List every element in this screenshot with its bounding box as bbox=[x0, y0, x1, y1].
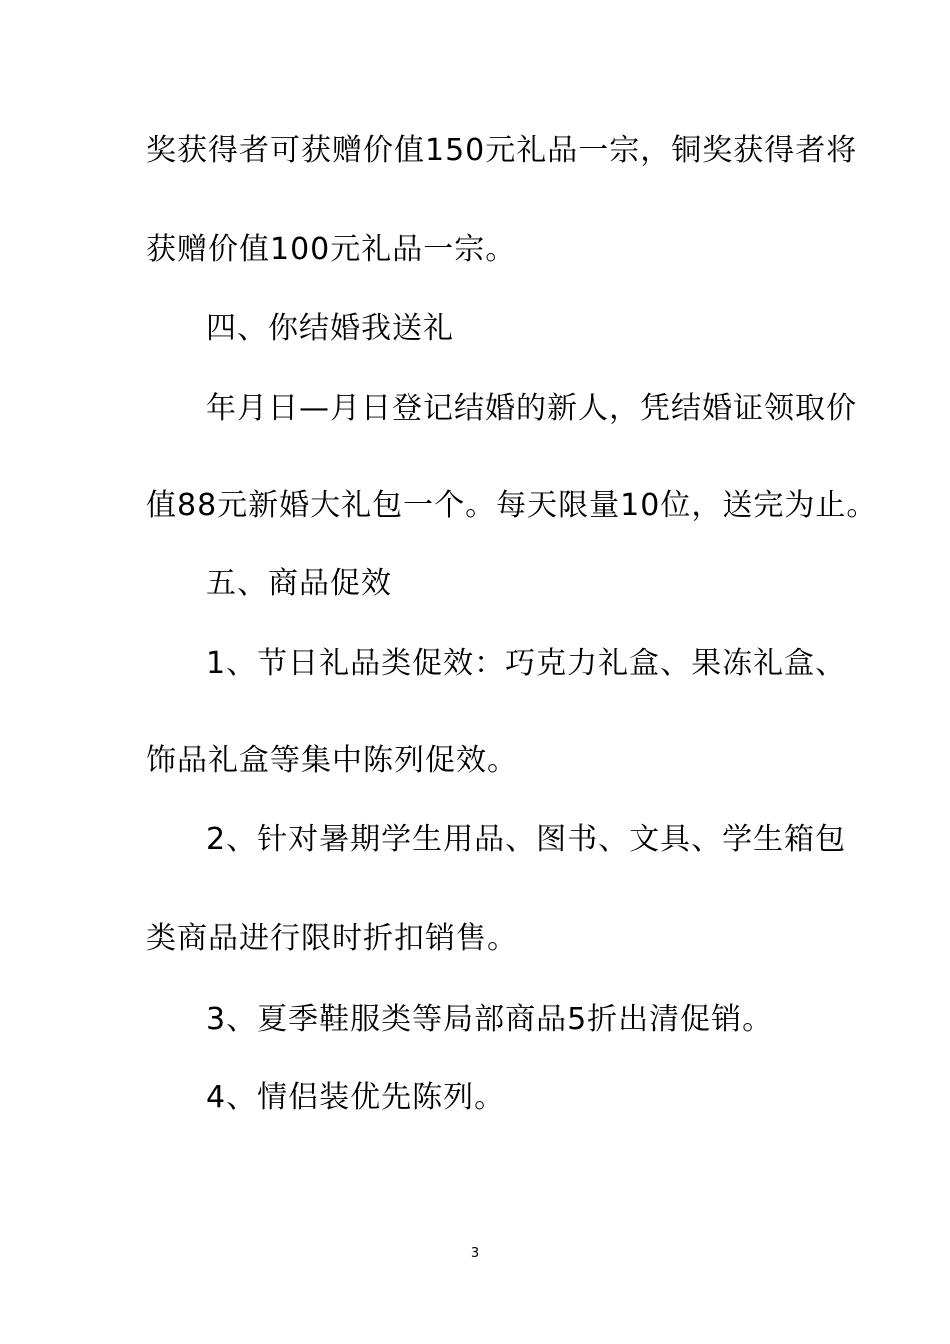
list-item-4: 4、情侣装优先陈列。 bbox=[206, 1080, 506, 1115]
paragraph-line-1: 奖获得者可获赠价值150元礼品一宗，铜奖获得者将 bbox=[146, 133, 858, 168]
list-item-1-line-2: 饰品礼盒等集中陈列促效。 bbox=[146, 743, 518, 778]
list-item-1-line-1: 1、节日礼品类促效：巧克力礼盒、果冻礼盒、 bbox=[206, 646, 847, 681]
section-heading-four: 四、你结婚我送礼 bbox=[206, 311, 454, 346]
list-item-2-line-2: 类商品进行限时折扣销售。 bbox=[146, 921, 518, 956]
section-heading-five: 五、商品促效 bbox=[206, 566, 392, 601]
page-number: 3 bbox=[470, 1246, 480, 1261]
paragraph-line-2: 获赠价值100元礼品一宗。 bbox=[146, 232, 517, 267]
list-item-3: 3、夏季鞋服类等局部商品5折出清促销。 bbox=[206, 1002, 774, 1037]
paragraph-line-4: 值88元新婚大礼包一个。每天限量10位，送完为止。 bbox=[146, 488, 878, 523]
paragraph-line-3: 年月日—月日登记结婚的新人，凭结婚证领取价 bbox=[206, 391, 857, 426]
list-item-2-line-1: 2、针对暑期学生用品、图书、文具、学生箱包 bbox=[206, 822, 847, 857]
